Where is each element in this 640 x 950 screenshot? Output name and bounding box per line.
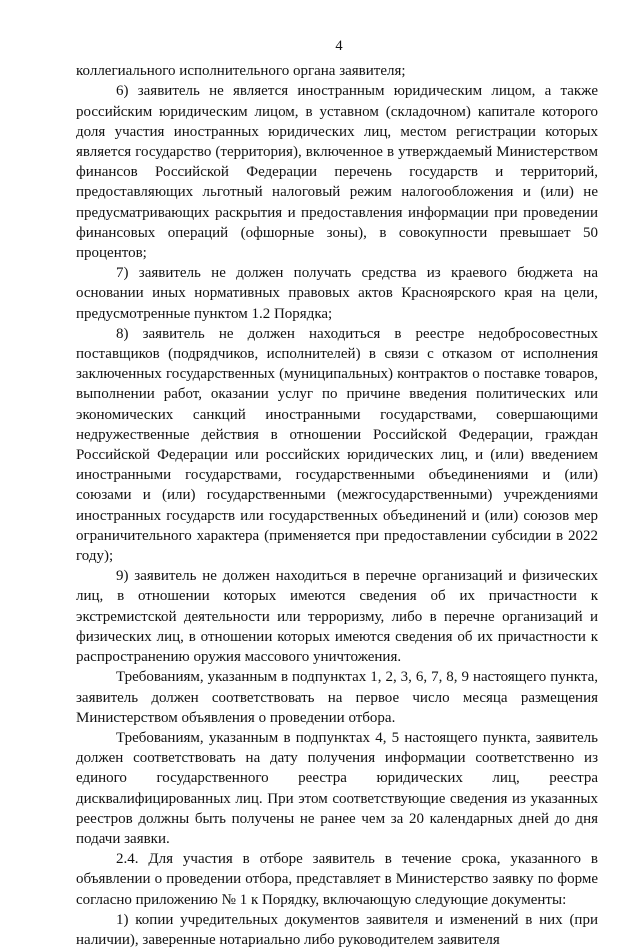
paragraph: 1) копии учредительных документов заявителя и изменений в них (при наличии), заверенные нотариально либо руководителем заявителя xyxy=(76,911,598,948)
paragraph: 8) заявитель не должен находиться в реестре недобросовестных поставщиков (подрядчиков, исполнителей) в связи с отказом от исполнения заключенных государственных (муниципальных) контрактов о поставке товаров, выполнении работ, оказании услуг по причине введения политических или экономических санкций иностранными государствами, совершающими недружественные действия в отношении Российской Федерации, граждан Российской Федерации или российских юридических лиц, и (или) введением иностранными государствами, государственными объединениями и (или) союзами и (или) государственными (межгосударственными) учреждениями иностранных государств или государственных объединений и (или) союзов мер ограничительного характера (применяется при предоставлении субсидии в 2022 году); xyxy=(76,325,598,565)
paragraph: Требованиям, указанным в подпунктах 4, 5 настоящего пункта, заявитель должен соответствовать на дату получения информации соответственно из единого государственного реестра юридических лиц, реестра дисквалифицированных лиц. При этом соответствующие сведения из указанных реестров должны быть получены не ранее чем за 20 календарных дней до дня подачи заявки. xyxy=(76,729,598,847)
paragraph: Требованиям, указанным в подпунктах 1, 2, 3, 6, 7, 8, 9 настоящего пункта, заявитель должен соответствовать на первое число месяца размещения Министерством объявления о проведении отбора. xyxy=(76,669,598,726)
paragraph: 9) заявитель не должен находиться в перечне организаций и физических лиц, в отношении которых имеются сведения об их причастности к экстремистской деятельности или терроризму, либо в перечне организаций и физических лиц, в отношении которых имеются сведения об их причастности к распространению оружия массового уничтожения. xyxy=(76,568,598,666)
paragraph: 2.4. Для участия в отборе заявитель в течение срока, указанного в объявлении о проведении отбора, представляет в Министерство заявку по форме согласно приложению № 1 к Порядку, включающую следующие документы: xyxy=(76,851,598,908)
paragraph: 7) заявитель не должен получать средства из краевого бюджета на основании иных нормативных правовых актов Красноярского края на цели, предусмотренные пунктом 1.2 Порядка; xyxy=(76,265,598,322)
document-body xyxy=(76,61,598,950)
page-number: 4 xyxy=(335,38,343,54)
paragraph: 6) заявитель не является иностранным юридическим лицом, а также российским юридическим лицом, в уставном (складочном) капитале которого доля участия иностранных юридических лиц, местом регистрации которых является государство (территория), включенное в утверждаемый Министерством финансов Российской Федерации перечень государств и территорий, предоставляющих льготный налоговый режим налогообложения и (или) не предусматривающих раскрытия и предоставления информации при проведении финансовых операций (офшорные зоны), в совокупности превышает 50 процентов; xyxy=(76,83,598,262)
paragraph: коллегиального исполнительного органа заявителя; xyxy=(76,63,406,80)
